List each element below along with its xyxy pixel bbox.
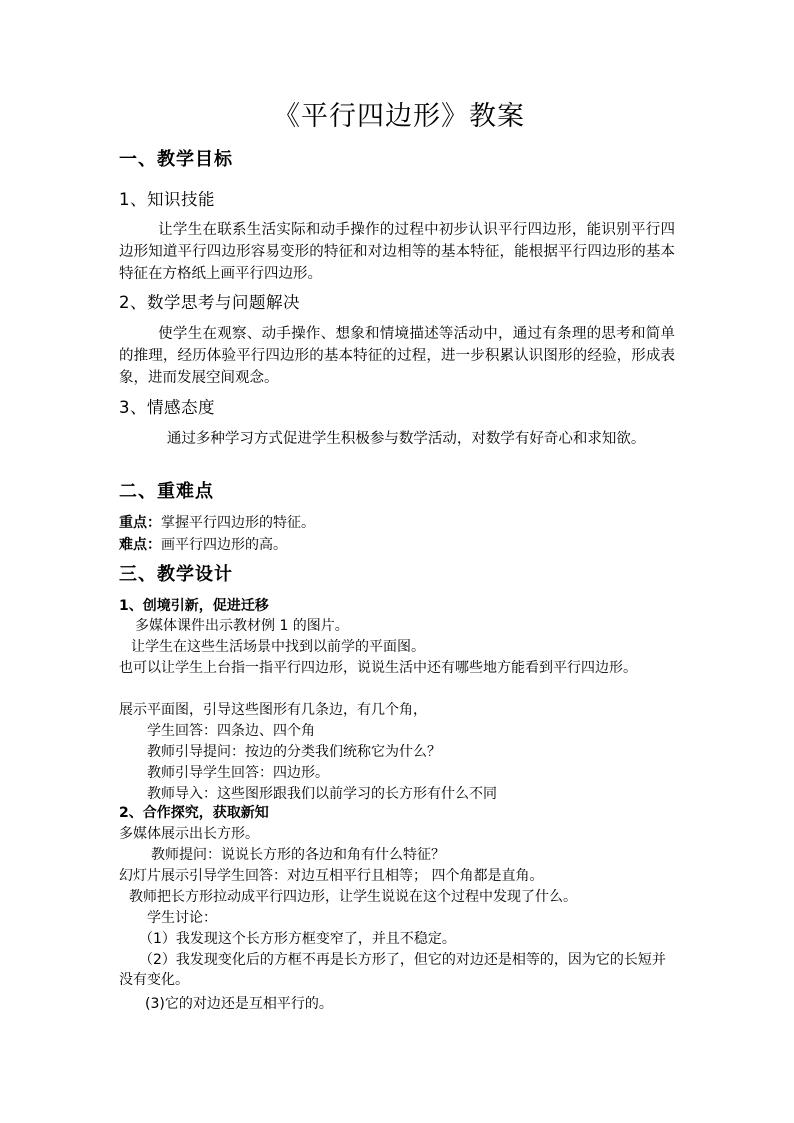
- difficult-point-text: 画平行四边形的高。: [161, 537, 287, 553]
- design-line: (3)它的对边还是互相平行的。: [145, 996, 333, 1012]
- design-line: 教师引导学生回答：四边形。: [147, 765, 329, 781]
- paragraph-knowledge-skills: 让学生在联系生活实际和动手操作的过程中初步认识平行四边形，能识别平行四边形知道平行四边形容易变形的特征和对边相等的基本特征，能根据平行四边形的基本特征在方格纸上画平行四边形。: [119, 222, 675, 282]
- subheading-attitude: 3、情感态度: [119, 398, 215, 417]
- design-part-1-title: 1、创境引新，促进迁移: [119, 598, 269, 614]
- design-line: 教师提问：说说长方形的各边和角有什么特征？: [151, 847, 445, 863]
- design-line: （1）我发现这个长方形方框变窄了，并且不稳定。: [139, 931, 456, 947]
- subheading-knowledge-skills: 1、知识技能: [119, 190, 215, 209]
- section-heading-design: 三、教学设计: [119, 564, 233, 585]
- design-line: （2）我发现变化后的方框不再是长方形了，但它的对边还是相等的，因为它的长短并没有变化。: [119, 952, 666, 988]
- design-line: 让学生在这些生活场景中找到以前学的平面图。: [131, 639, 425, 655]
- document-title: 《平行四边形》教案: [273, 101, 525, 132]
- design-line: 幻灯片展示引导学生回答：对边互相平行且相等； 四个角都是直角。: [119, 868, 544, 884]
- key-point-line: [119, 513, 679, 533]
- design-line: 学生讨论：: [147, 910, 217, 926]
- difficult-point-line: [119, 535, 679, 555]
- design-line: 教师把长方形拉动成平行四边形，让学生说说在这个过程中发现了什么。: [129, 889, 577, 905]
- design-line: 学生回答：四条边、四个角: [147, 723, 315, 739]
- section-heading-key-points: 二、重难点: [119, 481, 214, 502]
- design-line: 教师导入：这些图形跟我们以前学习的长方形有什么不同: [147, 786, 497, 802]
- key-point-label: 重点：: [119, 515, 161, 531]
- design-line: 教师引导提问：按边的分类我们统称它为什么？: [147, 744, 441, 760]
- design-line: 多媒体课件出示教材例 1 的图片。: [135, 618, 349, 634]
- difficult-point-label: 难点：: [119, 537, 161, 553]
- subheading-math-thinking: 2、数学思考与问题解决: [119, 293, 300, 312]
- key-point-text: 掌握平行四边形的特征。: [161, 515, 315, 531]
- design-part-2-title: 2、合作探究，获取新知: [119, 805, 269, 821]
- paragraph-attitude: 通过多种学习方式促进学生积极参与数学活动，对数学有好奇心和求知欲。: [166, 431, 646, 447]
- section-heading-objectives: 一、教学目标: [119, 149, 233, 170]
- design-line: 展示平面图，引导这些图形有几条边，有几个角，: [119, 702, 427, 718]
- design-line: 也可以让学生上台指一指平行四边形，说说生活中还有哪些地方能看到平行四边形。: [119, 660, 637, 676]
- paragraph-math-thinking: 使学生在观察、动手操作、想象和情境描述等活动中，通过有条理的思考和简单的推理，经历体验平行四边形的基本特征的过程，进一步积累认识图形的经验，形成表象，进而发展空间观念。: [119, 326, 675, 386]
- design-line: 多媒体展示出长方形。: [119, 826, 259, 842]
